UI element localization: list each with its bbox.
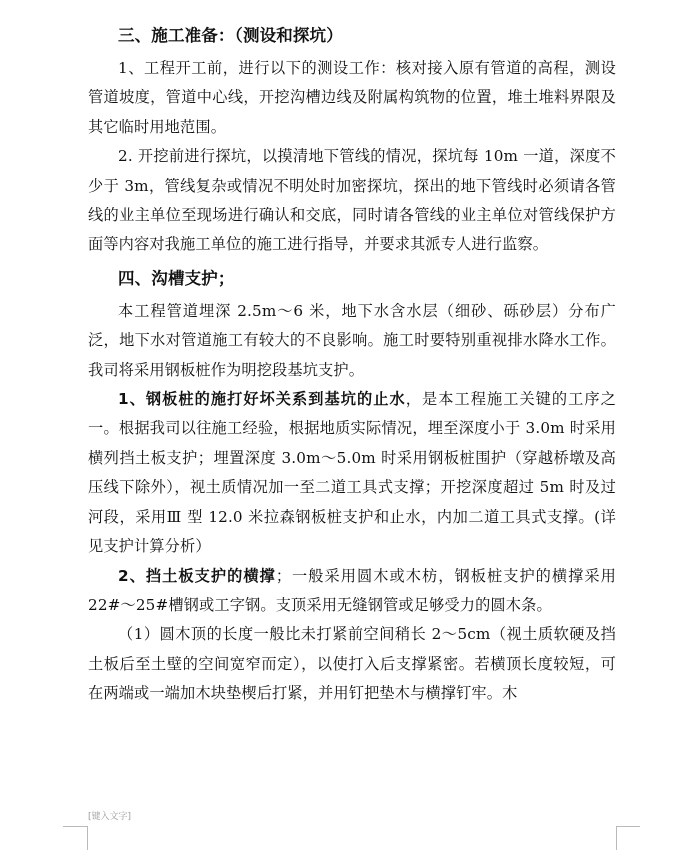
footer-placeholder[interactable]: [键入文字]	[88, 812, 132, 822]
paragraph-4-2	[88, 562, 616, 621]
paragraph-4-2-rest: ；一般采用圆木或木枋，钢板桩支护的横撑采用 22#～25#槽钢或工字钢。支顶采用无缝钢管或足够受力的圆木条。	[88, 566, 616, 614]
document-body	[88, 18, 616, 709]
paragraph-4-intro: 本工程管道埋深 2.5m～6 米，地下水含水层（细砂、砾砂层）分布广泛，地下水对管道施工有较大的不良影响。施工时要特别重视排水降水工作。我司将采用钢板桩作为明挖段基坑支护。	[88, 301, 616, 379]
crop-mark-bottom-left	[63, 826, 88, 850]
paragraph-4-2-1: （1）圆木顶的长度一般比未打紧前空间稍长 2～5cm（视土质软硬及挡土板后至土壁的空间宽窄而定），以使打入后支撑紧密。若横顶长度较短，可在两端或一端加木块垫楔后打紧，并用钉把垫木与横撑钉牢。木	[88, 625, 616, 703]
paragraph-3-1: 1、工程开工前，进行以下的测设工作：核对接入原有管道的高程，测设管道坡度，管道中心线，开挖沟槽边线及附属构筑物的位置，堆土堆料界限及其它临时用地范围。	[88, 59, 616, 136]
paragraph-4-1-lead: 1、钢板桩的施打好坏关系到基坑的止水	[118, 390, 406, 409]
paragraph-3-2: 2. 开挖前进行探坑，以摸清地下管线的情况，探坑每 10m 一道，深度不少于 3m，管线复杂或情况不明处时加密探坑，探出的地下管线时必须请各管线的业主单位至现场进行确认和交底，同时请各管线的业主单位对管线保护方面等内容对我施工单位的施工进行指导，并要求其派专人进行监察。	[88, 147, 616, 254]
paragraph-4-1-rest: ，是本工程施工关键的工序之一。根据我司以往施工经验，根据地质实际情况，埋至深度小于 3.0m 时采用横列挡土板支护；埋置深度 3.0m～5.0m 时采用钢板桩围护（穿越桥墩及高压线下除外），视土质情况加一至二道工具式支撑；开挖深度超过 5m 时及过河段，采用Ⅲ 型 12.0 米拉森钢板桩支护和止水，内加二道工具式支撑。(详见支护计算分析）	[88, 390, 616, 556]
section-heading-3: 三、施工准备：（测设和探坑）	[118, 26, 343, 45]
paragraph-4-2-lead: 2、挡土板支护的横撑	[118, 566, 276, 585]
crop-mark-bottom-right	[616, 826, 641, 850]
section-heading-4: 四、沟槽支护；	[118, 268, 235, 288]
crop-mark-bottom-right-h	[616, 826, 640, 827]
paragraph-4-1	[88, 385, 616, 561]
crop-mark-bottom-left-h	[63, 826, 87, 827]
